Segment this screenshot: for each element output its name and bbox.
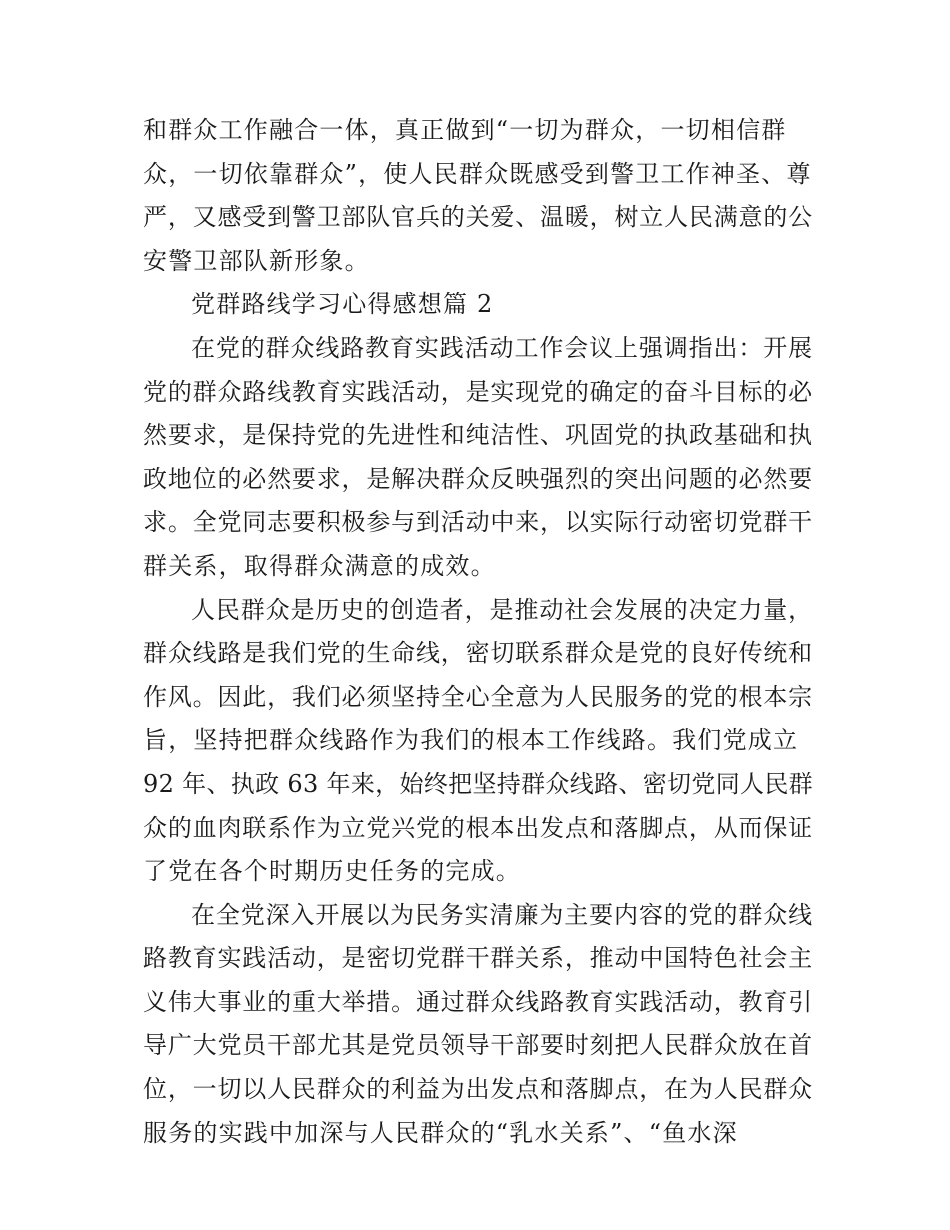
text-line: 众，一切依靠群众”，使人民群众既感受到警卫工作神圣、尊 (143, 159, 812, 188)
text-line: 然要求，是保持党的先进性和纯洁性、巩固党的执政基础和执 (143, 421, 813, 450)
text-line: 党群路线学习心得感想篇 2 (191, 290, 494, 319)
text-line: 党的群众路线教育实践活动，是实现党的确定的奋斗目标的必 (143, 377, 813, 406)
text-line: 和群众工作融合一体，真正做到“一切为群众，一切相信群 (143, 116, 787, 144)
text-line: 群关系，取得群众满意的成效。 (143, 551, 496, 580)
text-line: 位，一切以人民群众的利益为出发点和落脚点，在为人民群众 (143, 1075, 813, 1104)
text-line: 在党的群众线路教育实践活动工作会议上强调指出：开展 (191, 333, 813, 362)
text-line: 严，又感受到警卫部队官兵的关爱、温暖，树立人民满意的公 (143, 203, 813, 232)
text-line: 在全党深入开展以为民务实清廉为主要内容的党的群众线 (191, 900, 813, 929)
text-line: 了党在各个时期历史任务的完成。 (143, 857, 521, 886)
text-line: 导广大党员干部尤其是党员领导干部要时刻把人民群众放在首 (143, 1031, 813, 1060)
text-line: 政地位的必然要求，是解决群众反映强烈的突出问题的必然要 (143, 464, 813, 493)
document-body (143, 109, 813, 1155)
text-line: 作风。因此，我们必须坚持全心全意为人民服务的党的根本宗 (143, 682, 813, 711)
text-line: 服务的实践中加深与人民群众的“乳水关系”、“鱼水深 (143, 1118, 738, 1147)
text-line: 旨，坚持把群众线路作为我们的根本工作线路。我们党成立 (143, 726, 799, 755)
text-line: 人民群众是历史的创造者，是推动社会发展的决定力量， (191, 595, 813, 624)
text-line: 求。全党同志要积极参与到活动中来，以实际行动密切党群干 (143, 508, 813, 537)
text-line: 安警卫部队新形象。 (143, 246, 370, 275)
text-line: 群众线路是我们党的生命线，密切联系群众是党的良好传统和 (143, 639, 813, 668)
text-line: 92 年、执政 63 年来，始终把坚持群众线路、密切党同人民群 (143, 769, 813, 798)
text-line: 路教育实践活动，是密切党群干群关系，推动中国特色社会主 (143, 944, 813, 973)
text-line: 义伟大事业的重大举措。通过群众线路教育实践活动，教育引 (143, 987, 813, 1016)
text-line: 众的血肉联系作为立党兴党的根本出发点和落脚点，从而保证 (143, 813, 813, 842)
